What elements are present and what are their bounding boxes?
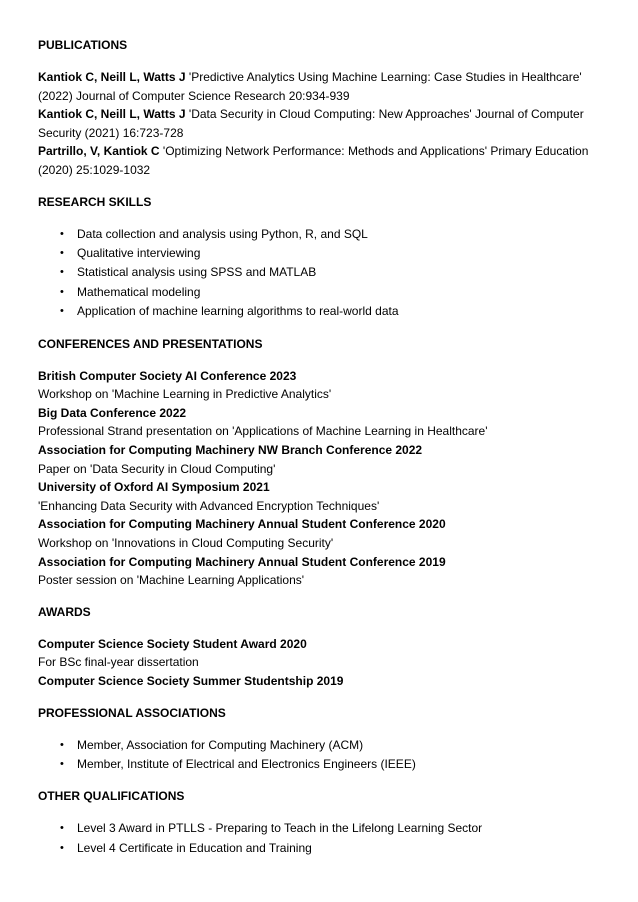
list-item xyxy=(38,263,600,282)
conference-title: Association for Computing Machinery Annual Student Conference 2019 xyxy=(38,554,446,569)
publication-details: 'Predictive Analytics Using Machine Learning: Case Studies in Healthcare' (2022) Journal of Computer Science Research 20:934-939 xyxy=(38,70,582,103)
bullet-icon: • xyxy=(60,285,64,298)
conference-title: Association for Computing Machinery Annual Student Conference 2020 xyxy=(38,517,446,532)
publications-section xyxy=(38,36,600,180)
conference-description: Paper on 'Data Security in Cloud Computing' xyxy=(38,461,276,476)
conferences-heading: CONFERENCES AND PRESENTATIONS xyxy=(38,336,263,351)
list-item xyxy=(38,244,600,263)
awards-section xyxy=(38,603,600,691)
list-item-text: Member, Institute of Electrical and Electronics Engineers (IEEE) xyxy=(77,756,416,771)
research-skills-list xyxy=(38,225,600,322)
list-item-text: Level 4 Certificate in Education and Training xyxy=(77,840,312,855)
bullet-icon: • xyxy=(60,757,64,770)
conference-title: Big Data Conference 2022 xyxy=(38,405,187,420)
conference-description: 'Enhancing Data Security with Advanced Encryption Techniques' xyxy=(38,498,380,513)
bullet-icon: • xyxy=(60,266,64,279)
list-item-text: Statistical analysis using SPSS and MATLAB xyxy=(77,265,317,280)
associations-list xyxy=(38,736,600,775)
bullet-icon: • xyxy=(60,822,64,835)
publication-item xyxy=(38,105,600,142)
qualifications-heading: OTHER QUALIFICATIONS xyxy=(38,789,185,804)
associations-heading: PROFESSIONAL ASSOCIATIONS xyxy=(38,705,226,720)
publication-details: 'Data Security in Cloud Computing: New Approaches' Journal of Computer Security (2021) 16:723-728 xyxy=(38,107,584,140)
award-title: Computer Science Society Summer Studentship 2019 xyxy=(38,673,344,688)
conference-description: Professional Strand presentation on 'Applications of Machine Learning in Healthcare' xyxy=(38,424,488,439)
list-item xyxy=(38,225,600,244)
list-item-text: Member, Association for Computing Machinery (ACM) xyxy=(77,737,364,752)
bullet-icon: • xyxy=(60,738,64,751)
list-item xyxy=(38,839,600,858)
conferences-section xyxy=(38,335,600,590)
conference-description: Workshop on 'Machine Learning in Predictive Analytics' xyxy=(38,387,332,402)
list-item-text: Application of machine learning algorithms to real-world data xyxy=(77,304,399,319)
publication-authors: Partrillo, V, Kantiok C xyxy=(38,144,160,159)
awards-heading: AWARDS xyxy=(38,604,91,619)
publication-item xyxy=(38,142,600,179)
list-item-text: Mathematical modeling xyxy=(77,284,201,299)
research-skills-section xyxy=(38,193,600,322)
conference-description: Poster session on 'Machine Learning Applications' xyxy=(38,573,305,588)
bullet-icon: • xyxy=(60,841,64,854)
list-item xyxy=(38,736,600,755)
publication-authors: Kantiok C, Neill L, Watts J xyxy=(38,107,186,122)
conference-description: Workshop on 'Innovations in Cloud Computing Security' xyxy=(38,535,334,550)
list-item xyxy=(38,302,600,321)
bullet-icon: • xyxy=(60,246,64,259)
publications-heading: PUBLICATIONS xyxy=(38,38,128,52)
list-item xyxy=(38,283,600,302)
list-item-text: Level 3 Award in PTLLS - Preparing to Teach in the Lifelong Learning Sector xyxy=(77,821,483,836)
award-description: For BSc final-year dissertation xyxy=(38,655,199,670)
conference-title: University of Oxford AI Symposium 2021 xyxy=(38,480,270,495)
publication-authors: Kantiok C, Neill L, Watts J xyxy=(38,70,186,84)
conference-title: Association for Computing Machinery NW Branch Conference 2022 xyxy=(38,442,423,457)
list-item-text: Data collection and analysis using Python, R, and SQL xyxy=(77,226,368,241)
conference-title: British Computer Society AI Conference 2023 xyxy=(38,368,297,383)
list-item xyxy=(38,819,600,838)
bullet-icon: • xyxy=(60,227,64,240)
list-item xyxy=(38,755,600,774)
publication-item xyxy=(38,68,600,105)
qualifications-list xyxy=(38,819,600,858)
list-item-text: Qualitative interviewing xyxy=(77,245,201,260)
associations-section xyxy=(38,704,600,775)
bullet-icon: • xyxy=(60,305,64,318)
award-title: Computer Science Society Student Award 2020 xyxy=(38,636,307,651)
qualifications-section xyxy=(38,787,600,858)
publication-details: 'Optimizing Network Performance: Methods and Applications' Primary Education (2020) 25:1029-1032 xyxy=(38,144,589,177)
research-skills-heading: RESEARCH SKILLS xyxy=(38,194,152,209)
